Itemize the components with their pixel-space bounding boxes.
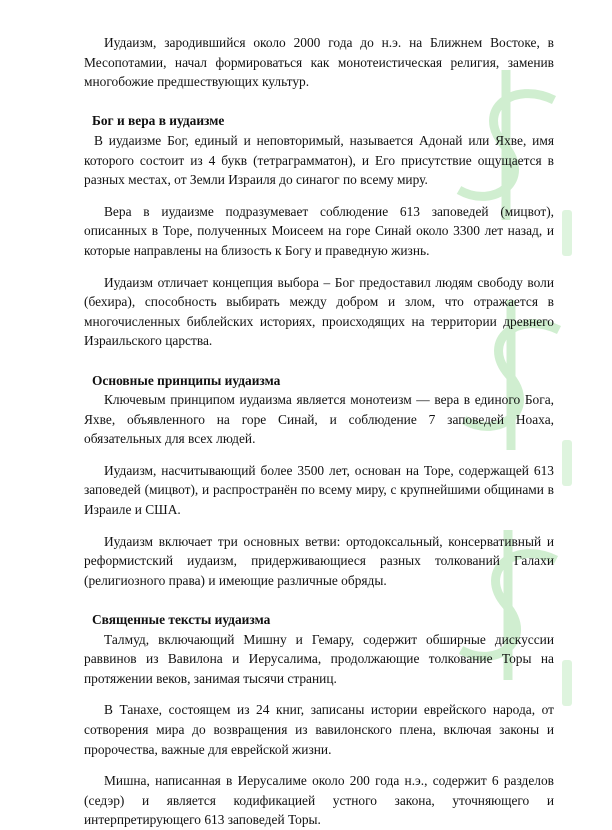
paragraph-tanakh: В Танахе, состоящем из 24 книг, записаны истории еврейского народа, от сотворения мира до возвращения из вавилонского плена, включая законы и пророчества, важные для еврейской жизни. <box>84 702 554 757</box>
paragraph-talmud: Талмуд, включающий Мишну и Гемару, содержит обширные дискуссии раввинов из Вавилона и Иерусалима, продолжающие толкование Торы на протяжении веков, занимая тысячи страниц. <box>84 631 554 686</box>
paragraph-branches: Иудаизм включает три основных ветви: ортодоксальный, консервативный и реформистский иудаизм, придерживающиеся разных толкований Галахи (религиозного права) и имеющие различные обряды. <box>84 533 554 588</box>
paragraph-mishnah: Мишна, написанная в Иерусалиме около 200 года н.э., содержит 6 разделов (седэр) и является кодификацией устного закона, уточняющего и интерпретирующего 613 заповедей Торы. <box>84 773 554 828</box>
section-heading-principles: Основные принципы иудаизма <box>92 372 281 388</box>
paragraph-free-will: Иудаизм отличает концепция выбора – Бог предоставил людям свободу воли (бехира), способность выбирать между добром и злом, что отражается в многочисленных библейских историях, происходящих на территории древнего Израильского царства. <box>84 274 554 349</box>
paragraph-commandments: Вера в иудаизме подразумевает соблюдение 613 заповедей (мицвот), описанных в Торе, полученных Моисеем на горе Синай около 3300 лет назад, и которые направлены на близость к Богу и праведную жизнь. <box>84 203 554 258</box>
document-body <box>84 33 554 830</box>
paragraph-monotheism: Ключевым принципом иудаизма является монотеизм — вера в единого Бога, Яхве, объявленного на горе Синай, и соблюдение 7 заповедей Ноаха, обязательных для всех людей. <box>84 392 554 447</box>
section-heading-god-and-faith: Бог и вера в иудаизме <box>92 113 225 129</box>
paragraph-god-name: В иудаизме Бог, единый и неповторимый, называется Адонай или Яхве, имя которого состоит из 4 букв (тетраграмматон), и Его присутствие ощущается в разных местах, от Земли Израиля до синагог по всему миру. <box>84 132 554 188</box>
section-heading-sacred-texts: Священные тексты иудаизма <box>92 612 271 628</box>
paragraph-torah-history: Иудаизм, насчитывающий более 3500 лет, основан на Торе, содержащей 613 заповедей (мицвот), и распространён по всему миру, с крупнейшими общинами в Израиле и США. <box>84 462 554 518</box>
intro-paragraph: Иудаизм, зародившийся около 2000 года до н.э. на Ближнем Востоке, в Месопотамии, начал формироваться как монотеистическая религия, заменив многобожие предшествующих культур. <box>84 35 554 90</box>
